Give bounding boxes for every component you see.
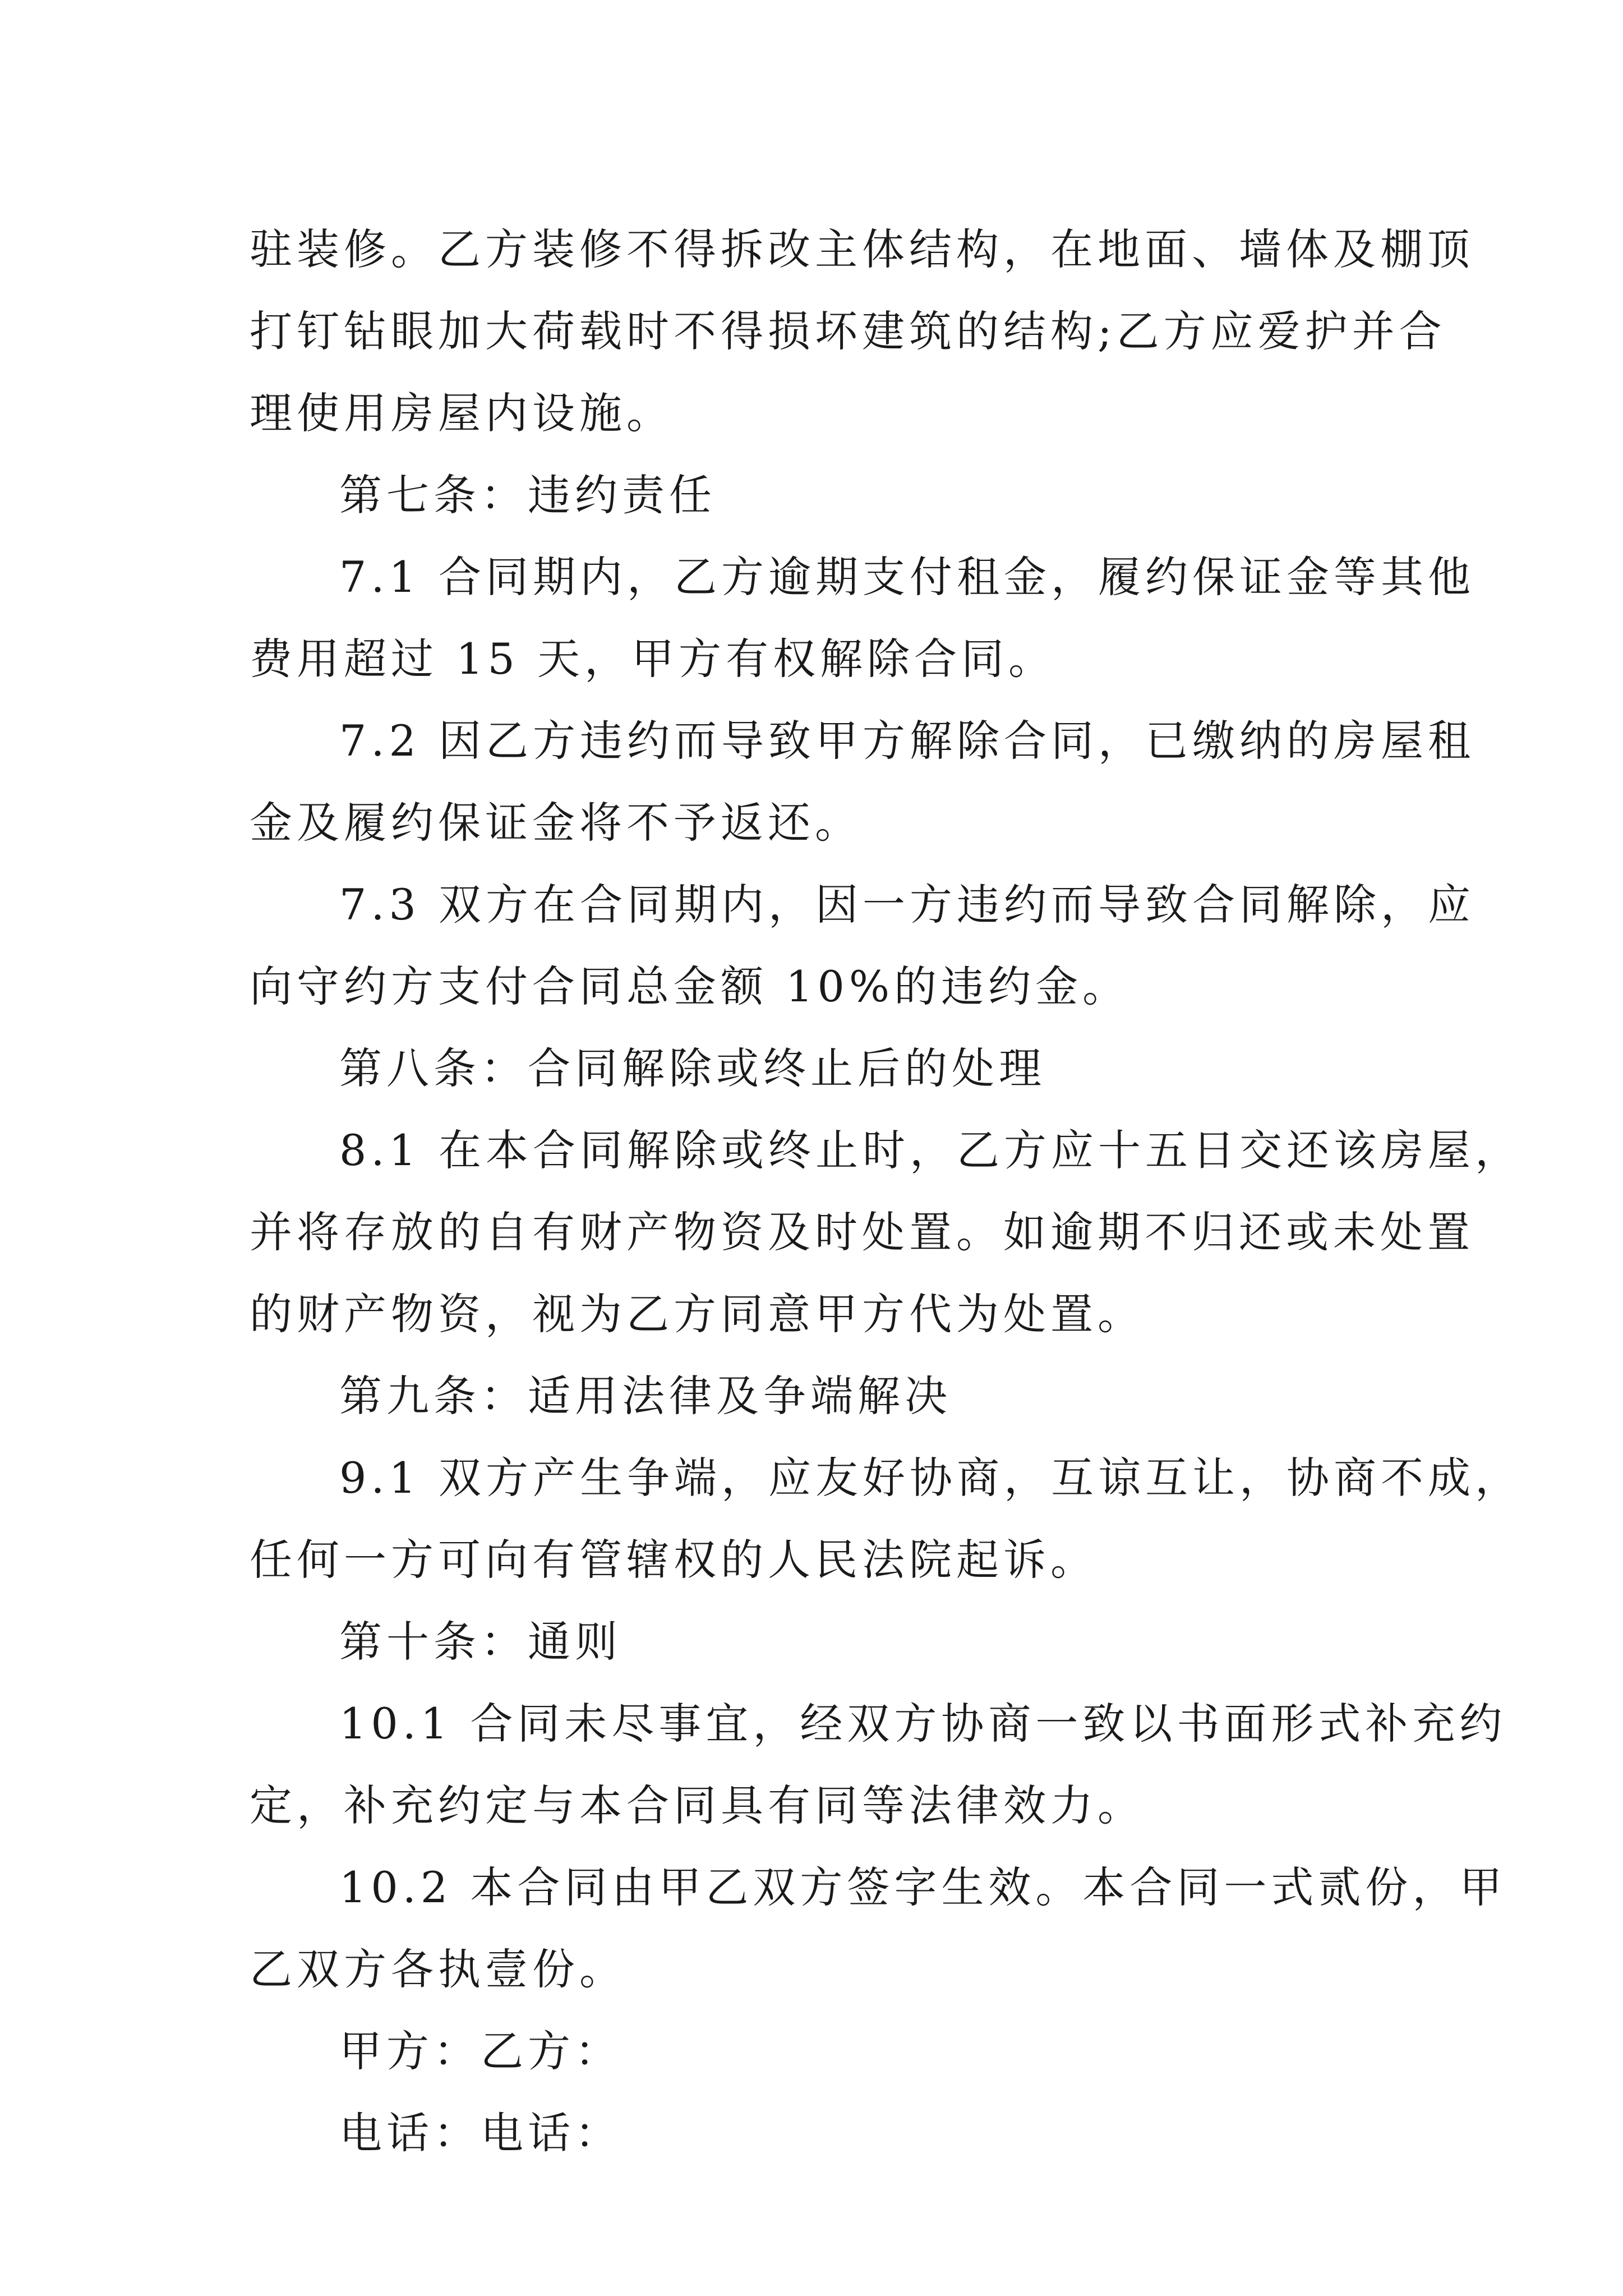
signature-phone-line: 电话：电话： (339, 2108, 622, 2158)
text-line: 金及履约保证金将不予返还。 (250, 798, 862, 848)
clause-10-1: 10.1 合同未尽事宜，经双方协商一致以书面形式补充约 (339, 1699, 1507, 1749)
clause-7-2: 7.2 因乙方违约而导致甲方解除合同，已缴纳的房屋租 (339, 716, 1476, 766)
clause-7-3: 7.3 双方在合同期内，因一方违约而导致合同解除，应 (339, 880, 1476, 930)
clause-9-1: 9.1 双方产生争端，应友好协商，互谅互让，协商不成， (339, 1453, 1523, 1503)
text-line: 驻装修。乙方装修不得拆改主体结构，在地面、墙体及棚顶 (250, 224, 1474, 274)
text-line: 并将存放的自有财产物资及时处置。如逾期不归还或未处置 (250, 1207, 1474, 1257)
text-line: 理使用房屋内设施。 (250, 388, 674, 438)
text-line: 向守约方支付合同总金额 10%的违约金。 (250, 961, 1130, 1011)
signature-party-line: 甲方：乙方： (339, 2026, 622, 2076)
section-heading-7: 第七条：违约责任 (339, 470, 716, 520)
text-line: 任何一方可向有管辖权的人民法院起诉。 (250, 1535, 1098, 1585)
clause-8-1: 8.1 在本合同解除或终止时，乙方应十五日交还该房屋， (339, 1125, 1523, 1175)
text-line: 费用超过 15 天，甲方有权解除合同。 (250, 634, 1056, 684)
text-line: 定，补充约定与本合同具有同等法律效力。 (250, 1780, 1145, 1830)
clause-10-2: 10.2 本合同由甲乙双方签字生效。本合同一式贰份，甲 (339, 1862, 1507, 1912)
document-body (250, 209, 1523, 2174)
section-heading-9: 第九条：适用法律及争端解决 (339, 1371, 952, 1421)
text-line: 乙双方各执壹份。 (250, 1944, 626, 1994)
section-heading-10: 第十条：通则 (339, 1617, 622, 1667)
text-line: 打钉钻眼加大荷载时不得损坏建筑的结构;乙方应爱护并合 (250, 306, 1446, 356)
section-heading-8: 第八条：合同解除或终止后的处理 (339, 1043, 1046, 1093)
text-line: 的财产物资，视为乙方同意甲方代为处置。 (250, 1289, 1145, 1339)
clause-7-1: 7.1 合同期内，乙方逾期支付租金，履约保证金等其他 (339, 552, 1476, 602)
